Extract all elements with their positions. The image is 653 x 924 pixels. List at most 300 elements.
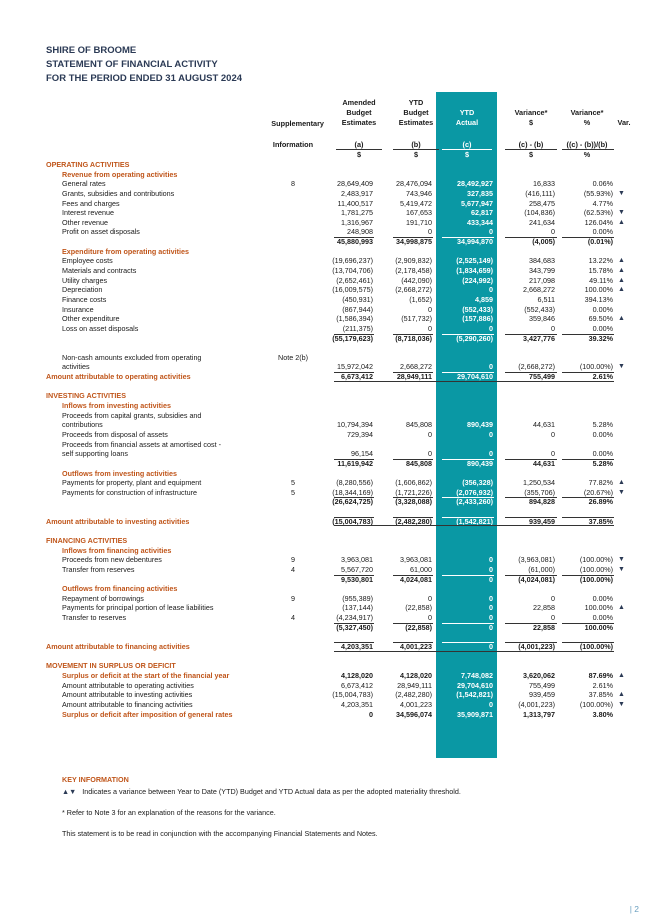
table-row (0, 536, 653, 546)
amended-budget-value: (1,586,394) (336, 314, 373, 324)
amended-budget-value: (4,234,917) (336, 613, 373, 623)
supplementary-ref: 4 (291, 613, 295, 623)
total-rule (562, 575, 614, 576)
ytd-actual-value: 0 (489, 555, 493, 565)
header-ytd-budget (392, 98, 440, 127)
amended-budget-value: 11,400,517 (337, 198, 373, 208)
variance-pct-value: 100.00% (584, 285, 613, 295)
conjunction-note: This statement is to be read in conjunction with the accompanying Financial Statements and Notes. (62, 829, 378, 838)
table-row (0, 199, 653, 209)
amended-budget-value: (55,179,623) (332, 333, 373, 343)
variance-pct-value: (55.93%) (583, 188, 613, 198)
variance-pct-value: 100.00% (584, 622, 613, 632)
ytd-budget-value: 0 (428, 449, 432, 459)
variance-pct-value: (62.53%) (583, 208, 613, 218)
total-rule (505, 575, 557, 576)
subsection-heading: Outflows from investing activities (62, 468, 178, 478)
variance-pct-value: 5.28% (592, 458, 613, 468)
total-rule (505, 517, 557, 518)
ytd-actual-value: 4,859 (475, 294, 493, 304)
table-row (0, 478, 653, 488)
total-rule (334, 623, 374, 624)
amended-budget-value: (955,389) (342, 593, 373, 603)
ytd-actual-value: 0 (489, 699, 493, 709)
table-row (0, 314, 653, 324)
ytd-budget-value: 167,653 (406, 208, 432, 218)
table-row (0, 603, 653, 613)
arrow-up-icon: ▲ (618, 257, 625, 265)
table-row (0, 411, 653, 421)
total-rule (442, 623, 494, 624)
ytd-actual-value: 890,439 (467, 420, 493, 430)
amended-budget-value: 10,794,394 (337, 420, 373, 430)
variance-dollar-value: 16,833 (533, 179, 555, 189)
total-rule (562, 497, 614, 498)
variance-dollar-value: 241,634 (529, 217, 555, 227)
row-label: Repayment of borrowings (62, 593, 144, 603)
table-row (0, 546, 653, 556)
total-rule (334, 517, 374, 518)
variance-dollar-value: 6,511 (537, 294, 555, 304)
variance-dollar-value: 359,846 (529, 314, 555, 324)
total-rule (393, 497, 433, 498)
variance-dollar-value: 217,098 (529, 275, 555, 285)
row-label: Proceeds from new debentures (62, 555, 162, 565)
table-row (0, 517, 653, 527)
variance-dollar-value: 0 (551, 227, 555, 237)
variance-pct-value: 0.00% (592, 227, 613, 237)
header-var: Var. (617, 118, 631, 127)
variance-dollar-value: 44,631 (533, 420, 555, 430)
variance-dollar-value: 755,499 (529, 680, 555, 690)
header-variance-pct (562, 108, 612, 128)
total-rule (505, 334, 557, 335)
variance-dollar-value: (552,433) (524, 304, 555, 314)
total-rule (442, 575, 494, 576)
ytd-budget-value: (8,718,036) (395, 333, 432, 343)
row-label: Depreciation (62, 285, 103, 295)
row-label: Non-cash amounts excluded from operating (62, 352, 202, 362)
variance-pct-value: 0.00% (592, 613, 613, 623)
table-row (0, 160, 653, 170)
header-ytd-actual (441, 108, 493, 128)
supplementary-ref: 5 (291, 478, 295, 488)
table-row (0, 237, 653, 247)
amended-budget-value: (15,004,783) (332, 690, 373, 700)
row-label: Surplus or deficit after imposition of general rates (62, 709, 233, 719)
variance-pct-value: (100.00%) (579, 555, 613, 565)
section-heading: MOVEMENT IN SURPLUS OR DEFICIT (46, 661, 176, 671)
header-amended-line-3: Estimates (341, 117, 377, 127)
ytd-actual-value: 0 (489, 323, 493, 333)
subsection-heading: Inflows from financing activities (62, 545, 172, 555)
amended-budget-value: 96,154 (351, 449, 373, 459)
ytd-budget-value: 3,963,081 (400, 555, 432, 565)
ytd-budget-value: (2,909,832) (395, 256, 432, 266)
row-label: Other revenue (62, 217, 108, 227)
total-rule (334, 575, 374, 576)
ytd-actual-value: 0 (489, 449, 493, 459)
total-rule (442, 334, 494, 335)
variance-pct-value: 0.00% (592, 449, 613, 459)
variance-pct-value: 0.00% (592, 593, 613, 603)
ytd-budget-value: 28,476,094 (396, 179, 432, 189)
row-label: Other expenditure (62, 314, 120, 324)
variance-pct-value: 37.85% (588, 516, 613, 526)
ytd-budget-value: (1,652) (409, 294, 432, 304)
table-row (0, 227, 653, 237)
total-rule (562, 237, 614, 238)
amended-budget-value: (211,375) (342, 323, 373, 333)
ytd-budget-value: 0 (428, 227, 432, 237)
ytd-budget-value: 4,128,020 (400, 670, 432, 680)
total-rule (442, 237, 494, 238)
row-spacer (0, 343, 653, 353)
amended-budget-value: (8,280,556) (336, 478, 373, 488)
header-ytd-budget-line-2: Budget (403, 107, 429, 117)
header-variance-dollar-line-2: $ (528, 117, 534, 127)
amended-budget-value: (867,944) (342, 304, 373, 314)
header-ytd-budget-line-1: YTD (408, 98, 424, 107)
ytd-budget-value: (22,858) (405, 603, 432, 613)
header-col-pct: ((c) - (b))/(b) (566, 140, 608, 149)
row-label: Payments for construction of infrastructure (62, 487, 198, 497)
variance-dollar-value: 384,683 (529, 256, 555, 266)
ytd-budget-value: (2,178,458) (395, 266, 432, 276)
ytd-actual-value: 5,677,947 (461, 198, 493, 208)
row-spacer (0, 507, 653, 517)
variance-pct-value: (100.00%) (579, 362, 613, 372)
row-label: Insurance (62, 304, 94, 314)
arrow-up-icon: ▲ (618, 691, 625, 699)
ytd-budget-value: (442,090) (401, 275, 432, 285)
amended-budget-value: 248,908 (347, 227, 373, 237)
arrow-down-icon: ▼ (618, 556, 625, 564)
amended-budget-value: (2,652,461) (336, 275, 373, 285)
row-label: Surplus or deficit at the start of the financial year (62, 670, 230, 680)
subsection-heading: Inflows from investing activities (62, 401, 172, 411)
header-ytd-actual-line-1: YTD (459, 108, 475, 117)
variance-dollar-value: (2,668,272) (518, 362, 555, 372)
key-arrow-icons: ▲▼ (62, 787, 77, 796)
table-row (0, 353, 653, 363)
table-row (0, 218, 653, 228)
variance-dollar-value: (61,000) (528, 564, 555, 574)
total-rule (393, 459, 433, 460)
row-label: Proceeds from financial assets at amortised cost - (62, 439, 221, 449)
variance-pct-value: 0.00% (592, 429, 613, 439)
arrow-down-icon: ▼ (618, 189, 625, 197)
ytd-actual-value: 0 (489, 564, 493, 574)
total-rule (393, 575, 433, 576)
variance-pct-value: 13.22% (588, 256, 613, 266)
row-label: Loss on asset disposals (62, 323, 139, 333)
header-ytd-actual-line-2: Actual (455, 117, 479, 127)
ytd-actual-value: 433,344 (467, 217, 493, 227)
table-row (0, 449, 653, 459)
ytd-budget-value: 2,668,272 (400, 362, 432, 372)
variance-dollar-value: 22,858 (533, 622, 555, 632)
variance-pct-value: 394.13% (584, 294, 613, 304)
amended-budget-value: 1,781,275 (341, 208, 373, 218)
header-col-c: (c) (462, 140, 472, 149)
variance-dollar-value: 3,620,062 (523, 670, 555, 680)
ytd-actual-value: (1,542,821) (456, 516, 493, 526)
ytd-budget-value: 5,419,472 (400, 198, 432, 208)
table-row (0, 334, 653, 344)
statement-title (46, 44, 242, 86)
ytd-budget-value: 34,596,074 (396, 709, 432, 719)
table-row (0, 430, 653, 440)
total-rule (442, 372, 494, 373)
table-row (0, 710, 653, 720)
subsection-heading: Revenue from operating activities (62, 169, 178, 179)
variance-dollar-value: 44,631 (533, 458, 555, 468)
variance-pct-value: (20.67%) (583, 487, 613, 497)
section-heading: FINANCING ACTIVITIES (46, 535, 128, 545)
ytd-actual-value: 0 (489, 429, 493, 439)
ytd-actual-value: (2,433,260) (456, 497, 493, 507)
ytd-actual-value: 0 (489, 603, 493, 613)
ytd-budget-value: (2,668,272) (395, 285, 432, 295)
table-row (0, 440, 653, 450)
supplementary-ref: 8 (291, 179, 295, 189)
arrow-down-icon: ▼ (618, 363, 625, 371)
variance-dollar-value: (3,963,081) (518, 555, 555, 565)
variance-pct-value: 0.00% (592, 323, 613, 333)
total-rule (562, 623, 614, 624)
row-label: Transfer from reserves (62, 564, 135, 574)
variance-dollar-value: 0 (551, 449, 555, 459)
row-label: Amount attributable to operating activities (46, 372, 191, 382)
table-row (0, 295, 653, 305)
variance-note: * Refer to Note 3 for an explanation of the reasons for the variance. (62, 808, 276, 817)
amended-budget-value: 4,128,020 (341, 670, 373, 680)
variance-dollar-value: 3,427,776 (523, 333, 555, 343)
ytd-actual-value: (552,433) (462, 304, 493, 314)
variance-dollar-value: 1,250,534 (523, 478, 555, 488)
total-rule (505, 459, 557, 460)
variance-dollar-value: 0 (551, 613, 555, 623)
total-rule (442, 642, 494, 643)
ytd-actual-value: 0 (489, 613, 493, 623)
variance-dollar-value: (355,706) (524, 487, 555, 497)
amended-budget-value: 45,880,993 (337, 237, 373, 247)
row-label: Amount attributable to investing activities (46, 516, 190, 526)
row-label: Amount attributable to financing activities (62, 699, 193, 709)
table-row (0, 584, 653, 594)
table-row (0, 189, 653, 199)
variance-dollar-value: (104,836) (524, 208, 555, 218)
ytd-budget-value: 0 (428, 304, 432, 314)
amended-budget-value: (19,696,237) (332, 256, 373, 266)
supplementary-ref: 9 (291, 593, 295, 603)
variance-dollar-value: (4,024,081) (518, 574, 555, 584)
header-col-a: (a) (354, 140, 364, 149)
ytd-actual-value: 35,909,871 (457, 709, 493, 719)
table-row (0, 594, 653, 604)
section-heading: INVESTING ACTIVITIES (46, 391, 127, 401)
ytd-budget-value: (1,721,226) (395, 487, 432, 497)
header-variance-dollar-line-1: Variance* (514, 108, 548, 117)
amended-budget-value: 28,649,409 (337, 179, 373, 189)
ytd-actual-value: (224,992) (462, 275, 493, 285)
variance-pct-value: (100.00%) (579, 642, 613, 652)
variance-pct-value: (100.00%) (579, 574, 613, 584)
ytd-actual-value: 0 (489, 593, 493, 603)
total-rule (393, 623, 433, 624)
total-rule (393, 517, 433, 518)
arrow-up-icon: ▲ (618, 267, 625, 275)
total-rule (562, 334, 614, 335)
arrow-up-icon: ▲ (618, 671, 625, 679)
row-spacer (0, 382, 653, 392)
total-rule (442, 497, 494, 498)
total-rule (562, 372, 614, 373)
arrow-down-icon: ▼ (618, 700, 625, 708)
variance-pct-value: 39.32% (588, 333, 613, 343)
table-row (0, 401, 653, 411)
row-label: Interest revenue (62, 208, 114, 218)
table-row (0, 391, 653, 401)
amended-budget-value: 3,963,081 (341, 555, 373, 565)
amended-budget-value: (5,327,450) (336, 622, 373, 632)
table-row (0, 613, 653, 623)
ytd-actual-value: 0 (489, 574, 493, 584)
row-label: Profit on asset disposals (62, 227, 140, 237)
variance-pct-value: 37.85% (588, 690, 613, 700)
header-variance-pct-line-1: Variance* (570, 108, 604, 117)
amended-budget-value: 15,972,042 (337, 362, 373, 372)
ytd-actual-value: (2,525,149) (456, 256, 493, 266)
ytd-budget-value: 28,949,111 (397, 680, 432, 690)
total-rule (505, 237, 557, 238)
ytd-actual-value: 327,835 (467, 188, 493, 198)
variance-pct-value: 26.89% (588, 497, 613, 507)
table-row (0, 247, 653, 257)
ytd-budget-value: (2,482,280) (395, 690, 432, 700)
table-row (0, 671, 653, 681)
ytd-budget-value: 4,024,081 (400, 574, 432, 584)
total-rule (334, 237, 374, 238)
total-rule (393, 237, 433, 238)
table-row (0, 555, 653, 565)
total-rule (562, 642, 614, 643)
variance-pct-value: 49.11% (589, 275, 613, 285)
table-row (0, 459, 653, 469)
table-row (0, 469, 653, 479)
row-label: contributions (62, 420, 103, 430)
variance-dollar-value: 258,475 (529, 198, 555, 208)
ytd-budget-value: 743,946 (406, 188, 432, 198)
ytd-actual-value: 7,748,082 (461, 670, 493, 680)
ytd-actual-value: (5,290,260) (456, 333, 493, 343)
table-row (0, 642, 653, 652)
ytd-actual-value: (157,886) (462, 314, 493, 324)
ytd-budget-value: 0 (428, 429, 432, 439)
row-label: Materials and contracts (62, 266, 137, 276)
ytd-budget-value: (2,482,280) (395, 516, 432, 526)
ytd-actual-value: 29,704,610 (457, 372, 493, 382)
variance-pct-value: 5.28% (592, 420, 613, 430)
header-supplementary: Supplementary (271, 119, 324, 128)
amended-budget-value: 5,567,720 (341, 564, 373, 574)
ytd-budget-value: 61,000 (410, 564, 432, 574)
row-label: self supporting loans (62, 449, 128, 459)
variance-dollar-value: (4,001,223) (518, 699, 555, 709)
ytd-actual-value: 34,994,870 (457, 237, 493, 247)
variance-dollar-value: 0 (551, 429, 555, 439)
header-col-cb: (c) - (b) (518, 140, 544, 149)
row-label: Employee costs (62, 256, 113, 266)
variance-dollar-value: 755,499 (529, 372, 555, 382)
table-row (0, 565, 653, 575)
amended-budget-value: 729,394 (347, 429, 373, 439)
section-heading: OPERATING ACTIVITIES (46, 160, 130, 169)
ytd-budget-value: 34,998,875 (396, 237, 432, 247)
total-rule (562, 517, 614, 518)
variance-pct-value: 2.61% (592, 372, 613, 382)
total-rule (393, 334, 433, 335)
variance-pct-value: 15.78% (588, 266, 613, 276)
arrow-down-icon: ▼ (618, 209, 625, 217)
total-rule (393, 372, 433, 373)
table-row (0, 170, 653, 180)
variance-pct-value: (0.01%) (587, 237, 613, 247)
total-rule (393, 642, 433, 643)
amended-budget-value: 4,203,351 (341, 699, 373, 709)
row-label: Amount attributable to investing activities (62, 690, 193, 700)
supplementary-ref: 4 (291, 564, 295, 574)
table-row (0, 256, 653, 266)
row-label: Payments for property, plant and equipment (62, 478, 202, 488)
row-label: Utility charges (62, 275, 108, 285)
variance-dollar-value: 939,459 (529, 690, 555, 700)
row-label: Finance costs (62, 294, 107, 304)
ytd-actual-value: 0 (489, 622, 493, 632)
header-dollar-a: $ (356, 150, 362, 159)
variance-dollar-value: 1,313,797 (523, 709, 555, 719)
table-row (0, 661, 653, 671)
variance-pct-value: 0.06% (592, 179, 613, 189)
total-rule (562, 459, 614, 460)
table-row (0, 420, 653, 430)
amended-budget-value: 6,673,412 (341, 680, 373, 690)
table-row (0, 285, 653, 295)
header-col-b: (b) (411, 140, 421, 149)
variance-dollar-value: 0 (551, 323, 555, 333)
supplementary-ref: 5 (291, 487, 295, 497)
ytd-actual-value: (356,328) (462, 478, 493, 488)
ytd-budget-value: (1,606,862) (395, 478, 432, 488)
table-row (0, 362, 653, 372)
variance-pct-value: 4.77% (592, 198, 613, 208)
amended-budget-value: 1,316,967 (341, 217, 373, 227)
table-row (0, 305, 653, 315)
key-information-heading: KEY INFORMATION (62, 775, 129, 784)
ytd-budget-value: 4,001,223 (400, 699, 432, 709)
table-row (0, 497, 653, 507)
ytd-budget-value: (22,858) (405, 622, 432, 632)
header-pct-var: % (583, 150, 591, 159)
row-spacer (0, 632, 653, 642)
row-label: Amount attributable to operating activities (62, 680, 194, 690)
subsection-heading: Outflows from financing activities (62, 584, 178, 594)
arrow-up-icon: ▲ (618, 604, 625, 612)
total-rule (334, 372, 374, 373)
ytd-actual-value: (2,076,932) (456, 487, 493, 497)
table-row (0, 623, 653, 633)
